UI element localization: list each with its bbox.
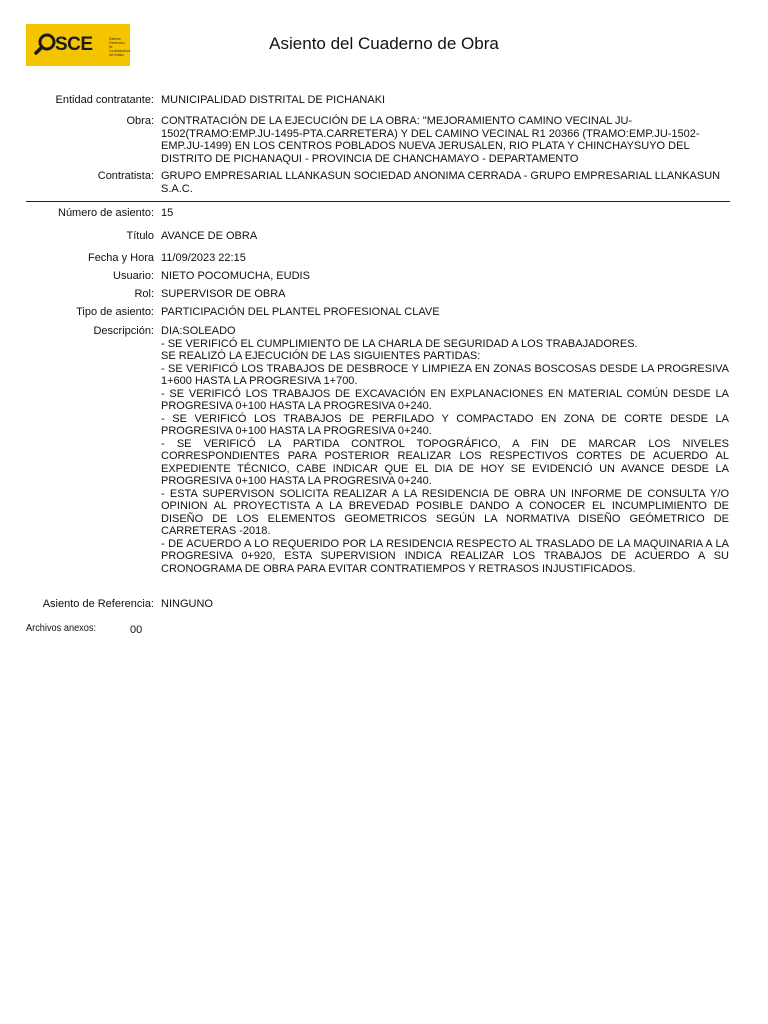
descripcion-line: - SE VERIFICÓ LA PARTIDA CONTROL TOPOGRÁFICO, A FIN DE MARCAR LOS NIVELES CORRESPONDIENTES PARA POSTERIOR REALIZAR LOS RESPECTIVOS CORTES DE ACUERDO AL EXPEDIENTE TÉCNICO, CABE INDICAR QUE EL DIA DE HOY SE EVIDENCIÓ UN AVANCE DESDE LA PROGRESIVA 0+100 HASTA LA PROGRESIVA 0+240. (161, 437, 729, 487)
numero-value: 15 (161, 207, 174, 219)
descripcion-line: - DE ACUERDO A LO REQUERIDO POR LA RESIDENCIA RESPECTO AL TRASLADO DE LA MAQUINARIA A LA PROGRESIVA 0+920, ESTA SUPERVISION INDICA REALIZAR LOS TRABAJOS DE ACUERDO A SU CRONOGRAMA DE OBRA PARA EVITAR CONTRATIEMPOS Y RETRASOS INJUSTIFICADOS. (161, 537, 729, 575)
descripcion-label: Descripción: (93, 325, 154, 337)
descripcion-line: - SE VERIFICÓ LOS TRABAJOS DE DESBROCE Y LIMPIEZA EN ZONAS BOSCOSAS DESDE LA PROGRESIVA 1+600 HASTA LA PROGRESIVA 1+700. (161, 362, 729, 387)
archivos-value: 00 (130, 624, 143, 636)
descripcion-line: - SE VERIFICÓ LOS TRABAJOS DE PERFILADO Y COMPACTADO EN ZONA DE CORTE DESDE LA PROGRESIVA 0+100 HASTA LA PROGRESIVA 0+240. (161, 412, 729, 437)
divider (26, 201, 730, 202)
archivos-label: Archivos anexos: (26, 623, 97, 634)
obra-label: Obra: (126, 115, 154, 127)
referencia-value: NINGUNO (161, 598, 213, 610)
descripcion-line: SE REALIZÓ LA EJECUCIÓN DE LAS SIGUIENTES PARTIDAS: (161, 350, 481, 362)
descripcion-line: - SE VERIFICÓ EL CUMPLIMIENTO DE LA CHARLA DE SEGURIDAD A LOS TRABAJADORES. (161, 337, 638, 350)
tipo-value: PARTICIPACIÓN DEL PLANTEL PROFESIONAL CLAVE (161, 306, 440, 318)
contratista-value: GRUPO EMPRESARIAL LLANKASUN SOCIEDAD ANONIMA CERRADA - GRUPO EMPRESARIAL LLANKASUN S.A.C. (161, 170, 721, 195)
fecha-value: 11/09/2023 22:15 (161, 252, 246, 264)
descripcion-line: DIA:SOLEADO (161, 325, 236, 337)
titulo-value: AVANCE DE OBRA (161, 230, 258, 242)
rol-value: SUPERVISOR DE OBRA (161, 288, 286, 300)
descripcion-body (161, 325, 729, 575)
logo-text: SCE (55, 34, 93, 55)
tipo-label: Tipo de asiento: (76, 306, 154, 318)
entidad-label: Entidad contratante: (55, 94, 154, 106)
titulo-label: Título (126, 230, 154, 242)
descripcion-line: - ESTA SUPERVISON SOLICITA REALIZAR A LA RESIDENCIA DE OBRA UN INFORME DE CONSULTA Y/O OPINION AL PROYECTISTA A LA BREVEDAD POSIBLE DANDO A CONOCER EL INCUMPLIMIENTO DE DISEÑO DE LOS ELEMENTOS GEOMETRICOS SEGÚN LA NORMATIVA DISEÑO GEÓMETRICO DE CARRETERAS -2018. (161, 487, 729, 537)
entidad-value: MUNICIPALIDAD DISTRITAL DE PICHANAKI (161, 94, 386, 106)
usuario-label: Usuario: (113, 270, 154, 282)
descripcion-line: - SE VERIFICÓ LOS TRABAJOS DE EXCAVACIÓN EN EXPLANACIONES EN MATERIAL COMÚN DESDE LA PROGRESIVA 0+100 HASTA LA PROGRESIVA 0+240. (161, 387, 729, 412)
logo-subtitle: Sistema Electrónico de Contrataciones del Estado (109, 37, 131, 57)
numero-label: Número de asiento: (58, 207, 154, 219)
rol-label: Rol: (134, 288, 154, 300)
contratista-label: Contratista: (97, 170, 154, 182)
obra-value: CONTRATACIÓN DE LA EJECUCIÓN DE LA OBRA: "MEJORAMIENTO CAMINO VECINAL JU-1502(TRAMO:EMP.JU-1495-PTA.CARRETERA) Y DEL CAMINO VECINAL R1 20366 (TRAMO:EMP.JU-1502-EMP.JU-1499) EN LOS CENTROS POBLADOS NUEVA JERUSALEN, RIO PLATA Y CHINCHAYSUYO DEL DISTRITO DE PICHANAQUI - PROVINCIA DE CHANCHAMAYO - DEPARTAMENTO (161, 115, 700, 165)
page-title: Asiento del Cuaderno de Obra (269, 34, 499, 53)
referencia-label: Asiento de Referencia: (42, 598, 154, 610)
fecha-label: Fecha y Hora (87, 252, 154, 264)
usuario-value: NIETO POCOMUCHA, EUDIS (161, 270, 310, 282)
